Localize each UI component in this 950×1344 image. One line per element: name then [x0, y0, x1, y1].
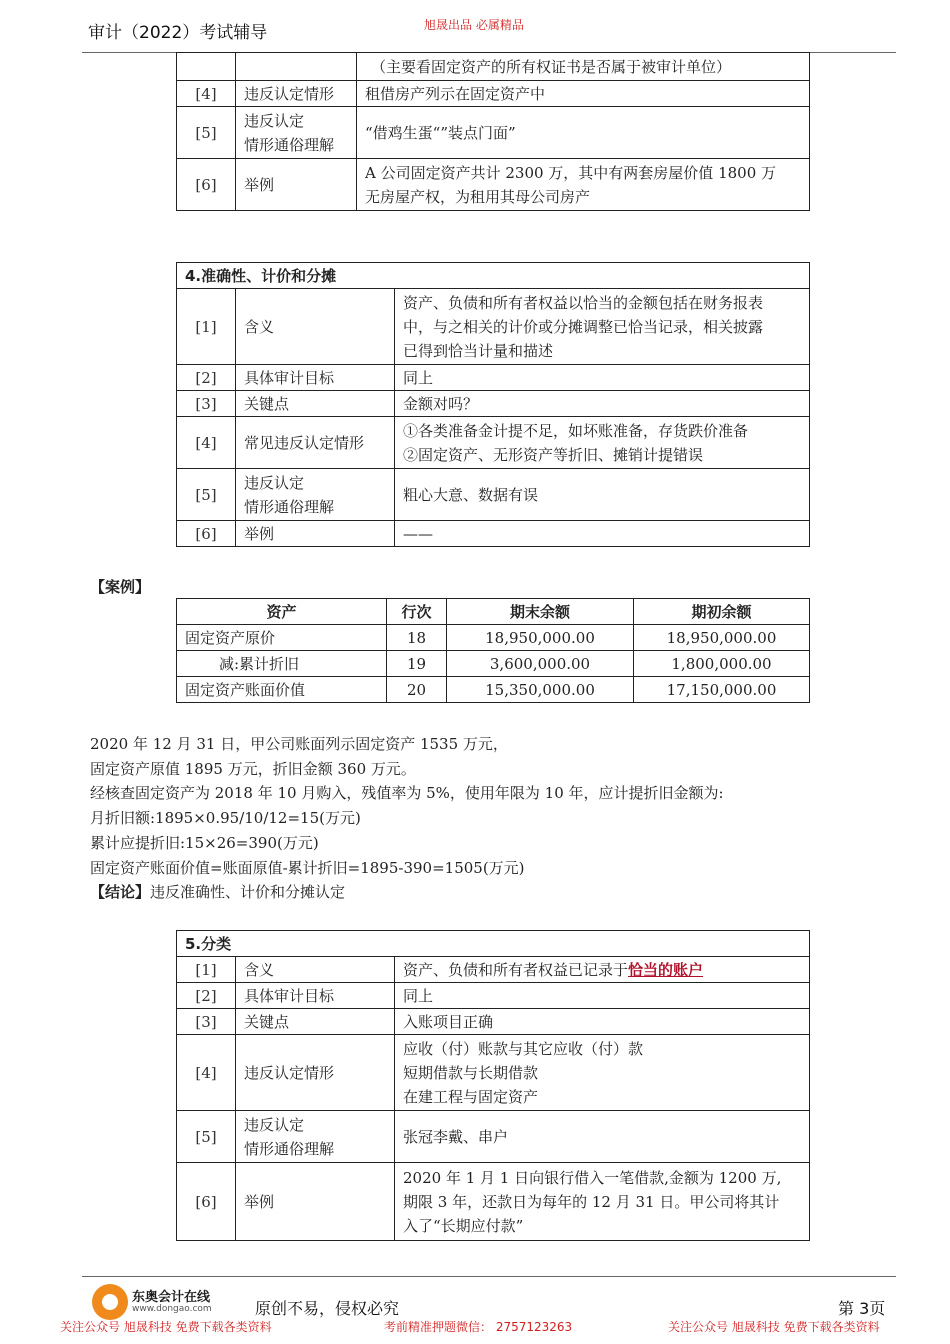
text-line: 举例	[244, 524, 275, 543]
ending-balance-cell: 18,950,000.00	[447, 625, 634, 651]
text-line: 粗心大意、数据有误	[403, 485, 539, 504]
text-line: 在建工程与固定资产	[403, 1087, 539, 1106]
text-line: 关键点	[244, 1012, 290, 1031]
text-line: 张冠李戴、串户	[403, 1127, 509, 1146]
text-line: ①各类准备金计提不足，如坏账准备，存货跌价准备	[403, 421, 749, 440]
row-index: [2]	[177, 983, 236, 1009]
row-index: [4]	[177, 81, 236, 107]
row-content	[395, 417, 810, 469]
row-content	[395, 469, 810, 521]
row-content	[395, 1009, 810, 1035]
text-line: 关键点	[244, 394, 290, 413]
table-row	[177, 651, 810, 677]
row-content	[395, 365, 810, 391]
row-content	[357, 107, 810, 159]
table-row	[177, 1009, 810, 1035]
line-cell: 19	[387, 651, 447, 677]
table-row	[177, 417, 810, 469]
asset-cell: 固定资产账面价值	[177, 677, 387, 703]
existence-table-continued	[176, 52, 810, 211]
footer-promo-left: 关注公众号 旭晟科技 免费下载各类资料	[60, 1320, 272, 1334]
row-index: [1]	[177, 289, 236, 365]
text-line: 已得到恰当计量和描述	[403, 341, 554, 360]
text-line: 具体审计目标	[244, 986, 335, 1005]
text-line: 经核查固定资产为 2018 年 10 月购入，残值率为 5%，使用年限为 10 年，应计提折旧金额为:	[90, 784, 724, 803]
table-row	[177, 53, 810, 81]
row-content	[357, 159, 810, 211]
text-line: 2020 年 12 月 31 日，甲公司账面列示固定资产 1535 万元，	[90, 735, 508, 753]
row-label	[236, 365, 395, 391]
row-label	[236, 159, 357, 211]
row-label	[236, 521, 395, 547]
text-line: 累计应提折旧:15×26=390(万元)	[90, 833, 319, 852]
table-row	[177, 159, 810, 211]
text-line: 中，与之相关的计价或分摊调整已恰当记录，相关披露	[403, 317, 764, 336]
case-label: 【案例】	[90, 578, 151, 596]
text-line: 具体审计目标	[244, 368, 335, 387]
row-label	[236, 81, 357, 107]
text-line: 2020 年 1 月 1 日向银行借入一笔借款,金额为 1200 万,	[403, 1168, 782, 1187]
row-content	[395, 1163, 810, 1241]
table-row	[177, 107, 810, 159]
classification-table-title: 5.分类	[177, 931, 810, 957]
case-header-line: 行次	[387, 599, 447, 625]
case-explanation	[90, 732, 724, 880]
text-line: 举例	[244, 1192, 275, 1211]
text-line: （主要看固定资产的所有权证书是否属于被审计单位）	[371, 57, 732, 76]
text-line: 举例	[244, 175, 275, 194]
table-row	[177, 625, 810, 651]
table-row	[177, 81, 810, 107]
row-content	[395, 1111, 810, 1163]
row-index: [5]	[177, 1111, 236, 1163]
ending-balance-cell: 3,600,000.00	[447, 651, 634, 677]
table-row	[177, 1035, 810, 1111]
table-row	[177, 677, 810, 703]
text-line: ——	[403, 524, 433, 543]
row-label	[236, 417, 395, 469]
row-label	[236, 1163, 395, 1241]
text-line: 常见违反认定情形	[244, 433, 365, 452]
row-index: [4]	[177, 417, 236, 469]
row-label	[236, 1035, 395, 1111]
table-row	[177, 1163, 810, 1241]
row-index: [6]	[177, 521, 236, 547]
asset-cell: 固定资产原价	[177, 625, 387, 651]
text-line: 期限 3 年，还款日为每年的 12 月 31 日。甲公司将其计	[403, 1192, 780, 1211]
line-cell: 18	[387, 625, 447, 651]
row-index	[177, 53, 236, 81]
text-line: 应收（付）账款与其它应收（付）款	[403, 1039, 644, 1058]
text-line: “借鸡生蛋“”装点门面”	[365, 123, 516, 142]
text-line: 违反认定	[244, 1115, 305, 1134]
row-index: [3]	[177, 1009, 236, 1035]
text-line: 同上	[403, 986, 434, 1005]
header-slogan: 旭晟出品 必属精品	[424, 18, 524, 32]
row-label	[236, 391, 395, 417]
logo-url: www.dongao.com	[132, 1304, 212, 1314]
accuracy-table-title: 4.准确性、计价和分摊	[177, 263, 810, 289]
line-cell: 20	[387, 677, 447, 703]
case-header-asset: 资产	[177, 599, 387, 625]
table-row	[177, 1111, 810, 1163]
conclusion-text: 违反准确性、计价和分摊认定	[150, 883, 346, 901]
conclusion-label: 【结论】	[90, 883, 151, 901]
row-label	[236, 469, 395, 521]
table-row	[177, 957, 810, 983]
row-content	[395, 391, 810, 417]
page-number: 第 3页	[838, 1299, 886, 1318]
logo-mark-icon	[92, 1284, 128, 1320]
row-content	[357, 81, 810, 107]
text-line: 入了“长期应付款”	[403, 1216, 524, 1235]
row-content	[395, 289, 810, 365]
row-content	[395, 1035, 810, 1111]
table-row	[177, 365, 810, 391]
logo-name: 东奥会计在线	[132, 1290, 211, 1305]
row-label	[236, 1111, 395, 1163]
beginning-balance-cell: 17,150,000.00	[634, 677, 810, 703]
text-line: 含义	[244, 317, 275, 336]
text-line: 固定资产原值 1895 万元，折旧金额 360 万元。	[90, 759, 416, 778]
row-label: 含义	[236, 957, 395, 983]
row-content	[395, 521, 810, 547]
text-line: 入账项目正确	[403, 1012, 494, 1031]
row-label	[236, 107, 357, 159]
row-label	[236, 53, 357, 81]
row-content	[395, 983, 810, 1009]
case-header-beginning: 期初余额	[634, 599, 810, 625]
beginning-balance-cell: 18,950,000.00	[634, 625, 810, 651]
beginning-balance-cell: 1,800,000.00	[634, 651, 810, 677]
text-line: 情形通俗理解	[244, 497, 335, 516]
text-line: 违反认定	[244, 473, 305, 492]
row-content	[357, 53, 810, 81]
row-index: [1]	[177, 957, 236, 983]
text-line: 违反认定情形	[244, 84, 335, 103]
header-title: 审计（2022）考试辅导	[88, 23, 268, 43]
row-index: [3]	[177, 391, 236, 417]
table-row	[177, 983, 810, 1009]
table-row	[177, 391, 810, 417]
meaning-text: 资产、负债和所有者权益已记录于	[403, 960, 629, 979]
row-label	[236, 1009, 395, 1035]
table-row	[177, 289, 810, 365]
proper-account-emphasis: 恰当的账户	[628, 960, 704, 979]
footer-motto: 原创不易，侵权必究	[255, 1299, 400, 1318]
text-line: 违反认定	[244, 111, 305, 130]
text-line: 短期借款与长期借款	[403, 1063, 539, 1082]
footer-divider	[82, 1276, 896, 1277]
text-line: 同上	[403, 368, 434, 387]
text-line: ②固定资产、无形资产等折旧、摊销计提错误	[403, 445, 704, 464]
row-index: [5]	[177, 107, 236, 159]
text-line: 无房屋产权，为租用其母公司房产	[365, 187, 591, 206]
text-line: 违反认定情形	[244, 1063, 335, 1082]
row-index: [6]	[177, 1163, 236, 1241]
footer-promo-center: 考前精准押题微信： 2757123263	[384, 1320, 573, 1334]
text-line: 情形通俗理解	[244, 1139, 335, 1158]
case-header-ending: 期末余额	[447, 599, 634, 625]
conclusion	[90, 880, 345, 905]
footer-promo-right: 关注公众号 旭晟科技 免费下载各类资料	[668, 1320, 880, 1334]
ending-balance-cell: 15,350,000.00	[447, 677, 634, 703]
case-balance-table	[176, 598, 810, 703]
table-row	[177, 469, 810, 521]
row-index: [4]	[177, 1035, 236, 1111]
text-line: 情形通俗理解	[244, 135, 335, 154]
text-line: 租借房产列示在固定资产中	[365, 84, 546, 103]
classification-table	[176, 930, 810, 1241]
text-line: A 公司固定资产共计 2300 万，其中有两套房屋价值 1800 万	[365, 163, 777, 182]
text-line: 金额对吗？	[403, 394, 479, 413]
accuracy-table	[176, 262, 810, 547]
table-row	[177, 521, 810, 547]
row-label	[236, 289, 395, 365]
text-line: 资产、负债和所有者权益以恰当的金额包括在财务报表	[403, 293, 764, 312]
row-label	[236, 983, 395, 1009]
text-line: 固定资产账面价值=账面原值-累计折旧=1895-390=1505(万元)	[90, 858, 525, 877]
row-index: [2]	[177, 365, 236, 391]
text-line: 月折旧额:1895×0.95/10/12=15(万元)	[90, 809, 361, 828]
row-index: [6]	[177, 159, 236, 211]
row-index: [5]	[177, 469, 236, 521]
asset-cell: 减:累计折旧	[177, 651, 387, 677]
row-content	[395, 957, 810, 983]
